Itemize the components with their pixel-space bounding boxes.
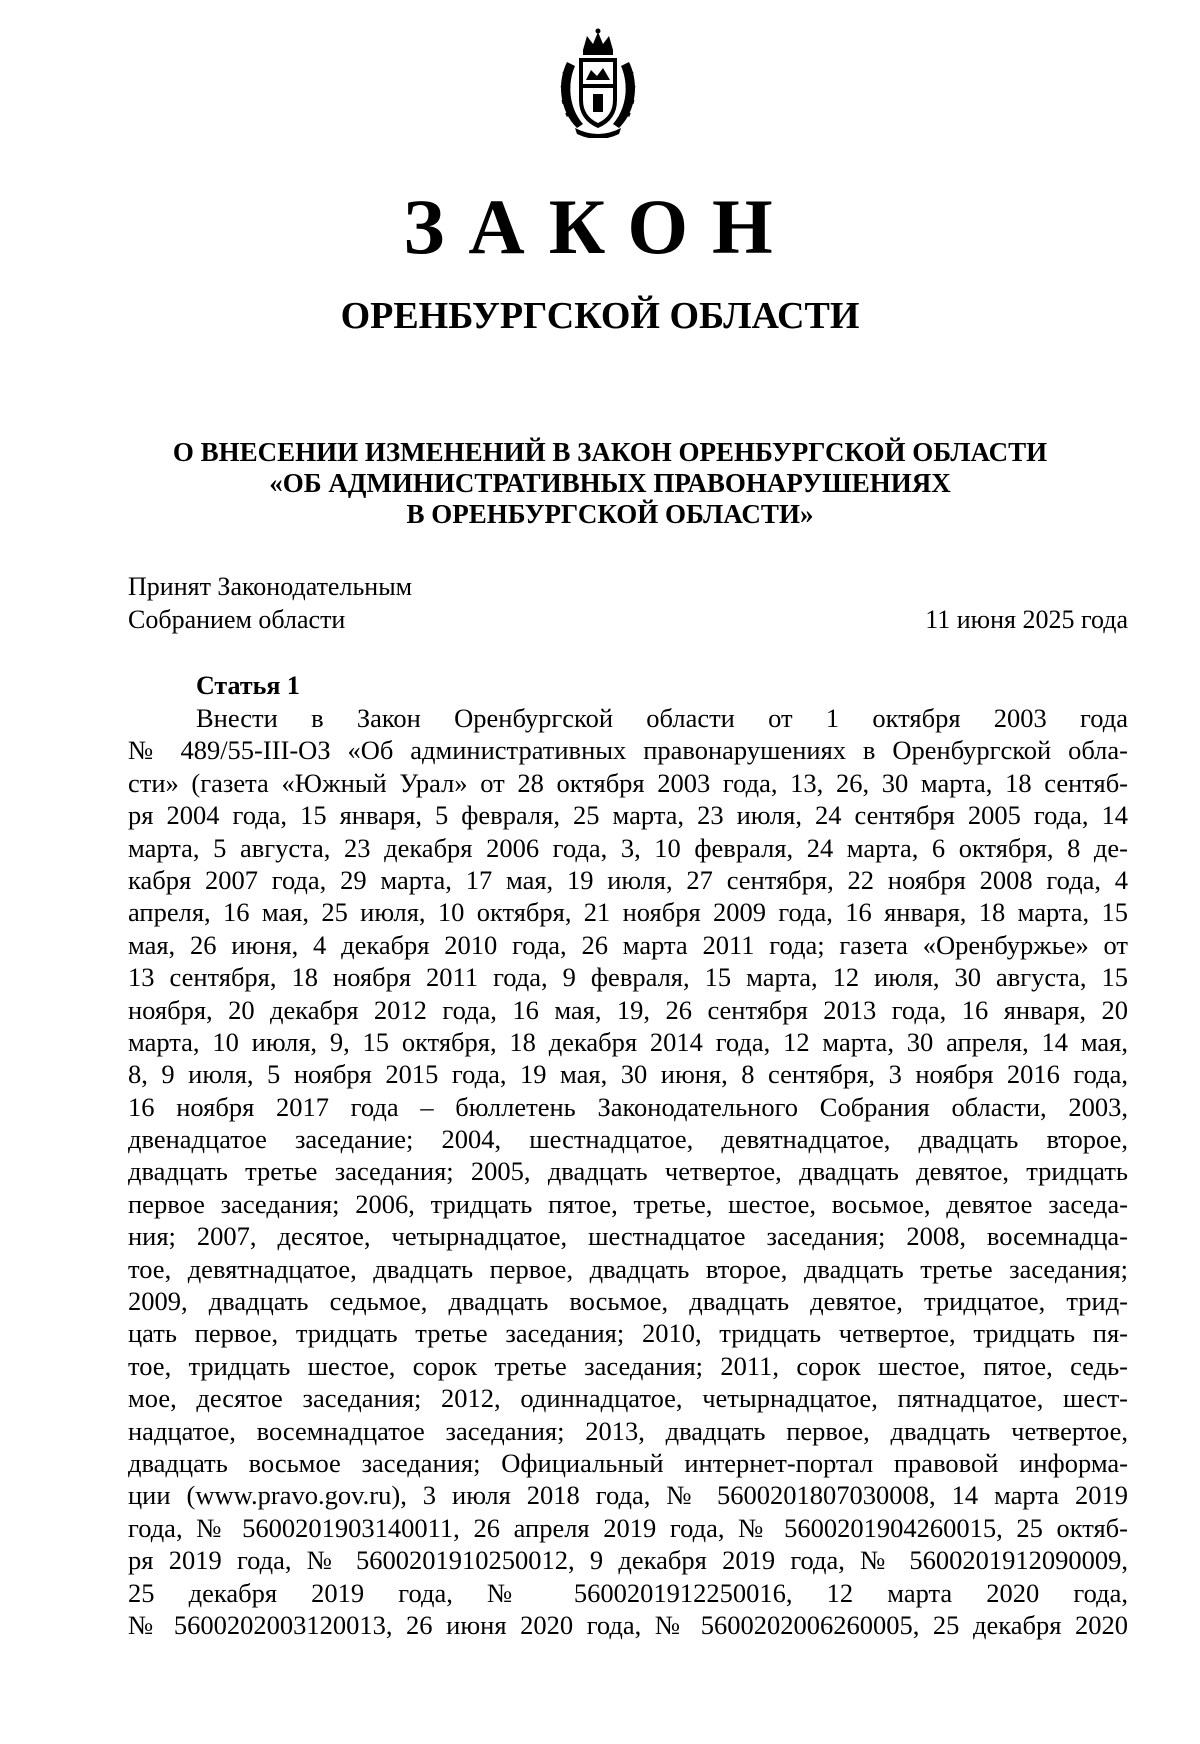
text-line: ции (www.pravo.gov.ru), 3 июля 2018 года, № 5600201807030008, 14 марта 2019 [128, 1480, 1128, 1511]
subject-line: «ОБ АДМИНИСТРАТИВНЫХ ПРАВОНАРУШЕНИЯХ [269, 468, 951, 498]
text-line: двадцать третье заседания; 2005, двадцать четвертое, двадцать девятое, тридцать [128, 1156, 1128, 1187]
text-line: ря 2004 года, 15 января, 5 февраля, 25 марта, 23 июля, 24 сентября 2005 года, 14 [128, 800, 1128, 831]
text-line: сти» (газета «Южный Урал» от 28 октября 2003 года, 13, 26, 30 марта, 18 сентяб- [128, 767, 1128, 798]
text-line: ния; 2007, десятое, четырнадцатое, шестнадцатое заседания; 2008, восемнадца- [128, 1221, 1128, 1252]
text-line: 16 ноября 2017 года – бюллетень Законодательного Собрания области, 2003, [128, 1091, 1128, 1122]
text-line: двадцать восьмое заседания; Официальный интернет-портал правовой информа- [128, 1447, 1128, 1478]
text-line: 8, 9 июля, 5 ноября 2015 года, 19 мая, 30 июня, 8 сентября, 3 ноября 2016 года, [128, 1059, 1128, 1090]
text-line: 25 декабря 2019 года, № 5600201912250016, 12 марта 2020 года, [128, 1577, 1128, 1608]
text-line: марта, 10 июля, 9, 15 октября, 18 декабря 2014 года, 12 марта, 30 апреля, 14 мая, [128, 1026, 1128, 1057]
text-line: марта, 5 августа, 23 декабря 2006 года, 3, 10 февраля, 24 марта, 6 октября, 8 де- [128, 832, 1128, 863]
text-line: первое заседания; 2006, тридцать пятое, третье, шестое, восьмое, девятое заседа- [128, 1188, 1128, 1219]
text-line: № 489/55-III-ОЗ «Об административных правонарушениях в Оренбургской обла- [128, 735, 1128, 766]
text-line: тое, тридцать шестое, сорок третье заседания; 2011, сорок шестое, пятое, седь- [128, 1350, 1128, 1381]
text-line: ря 2019 года, № 5600201910250012, 9 декабря 2019 года, № 5600201912090009, [128, 1545, 1128, 1576]
text-line: ноября, 20 декабря 2012 года, 16 мая, 19, 26 сентября 2013 года, 16 января, 20 [128, 994, 1128, 1025]
text-line: цать первое, тридцать третье заседания; 2010, тридцать четвертое, тридцать пя- [128, 1318, 1128, 1349]
adoption-line: Собранием области [128, 605, 346, 634]
text-line: № 5600202003120013, 26 июня 2020 года, № 5600202006260005, 25 декабря 2020 [128, 1609, 1128, 1640]
text-line: Внести в Закон Оренбургской области от 1 октября 2003 года [196, 703, 1128, 733]
coat-of-arms-icon [553, 28, 643, 138]
article-body [128, 702, 1128, 1641]
region-name: ОРЕНБУРГСКОЙ ОБЛАСТИ [340, 295, 860, 337]
law-title: ЗАКОН [403, 183, 797, 270]
text-line: года, № 5600201903140011, 26 апреля 2019 года, № 5600201904260015, 25 октяб- [128, 1512, 1128, 1543]
subject-line: О ВНЕСЕНИИ ИЗМЕНЕНИЙ В ЗАКОН ОРЕНБУРГСКОЙ ОБЛАСТИ [172, 437, 1048, 467]
text-line: двенадцатое заседание; 2004, шестнадцатое, девятнадцатое, двадцать второе, [128, 1124, 1128, 1155]
subject-line: В ОРЕНБУРГСКОЙ ОБЛАСТИ» [406, 499, 814, 529]
adoption-line: Принят Законодательным [128, 572, 413, 601]
text-line: надцатое, восемнадцатое заседания; 2013, двадцать первое, двадцать четвертое, [128, 1415, 1128, 1446]
text-line: 2009, двадцать седьмое, двадцать восьмое, двадцать девятое, тридцатое, трид- [128, 1286, 1128, 1317]
adoption-date: 11 июня 2025 года [925, 605, 1128, 634]
text-line: мая, 26 июня, 4 декабря 2010 года, 26 марта 2011 года; газета «Оренбуржье» от [128, 929, 1128, 960]
text-line: кабря 2007 года, 29 марта, 17 мая, 19 июля, 27 сентября, 22 ноября 2008 года, 4 [128, 864, 1128, 895]
text-line: тое, девятнадцатое, двадцать первое, двадцать второе, двадцать третье заседания; [128, 1253, 1128, 1284]
law-subject [120, 437, 1100, 530]
text-line: 13 сентября, 18 ноября 2011 года, 9 февраля, 15 марта, 12 июля, 30 августа, 15 [128, 962, 1128, 993]
text-line: мое, десятое заседания; 2012, одиннадцатое, четырнадцатое, пятнадцатое, шест- [128, 1383, 1128, 1414]
adoption-statement [128, 570, 412, 636]
article-heading: Статья 1 [196, 671, 300, 700]
text-line: апреля, 16 мая, 25 июля, 10 октября, 21 ноября 2009 года, 16 января, 18 марта, 15 [128, 897, 1128, 928]
